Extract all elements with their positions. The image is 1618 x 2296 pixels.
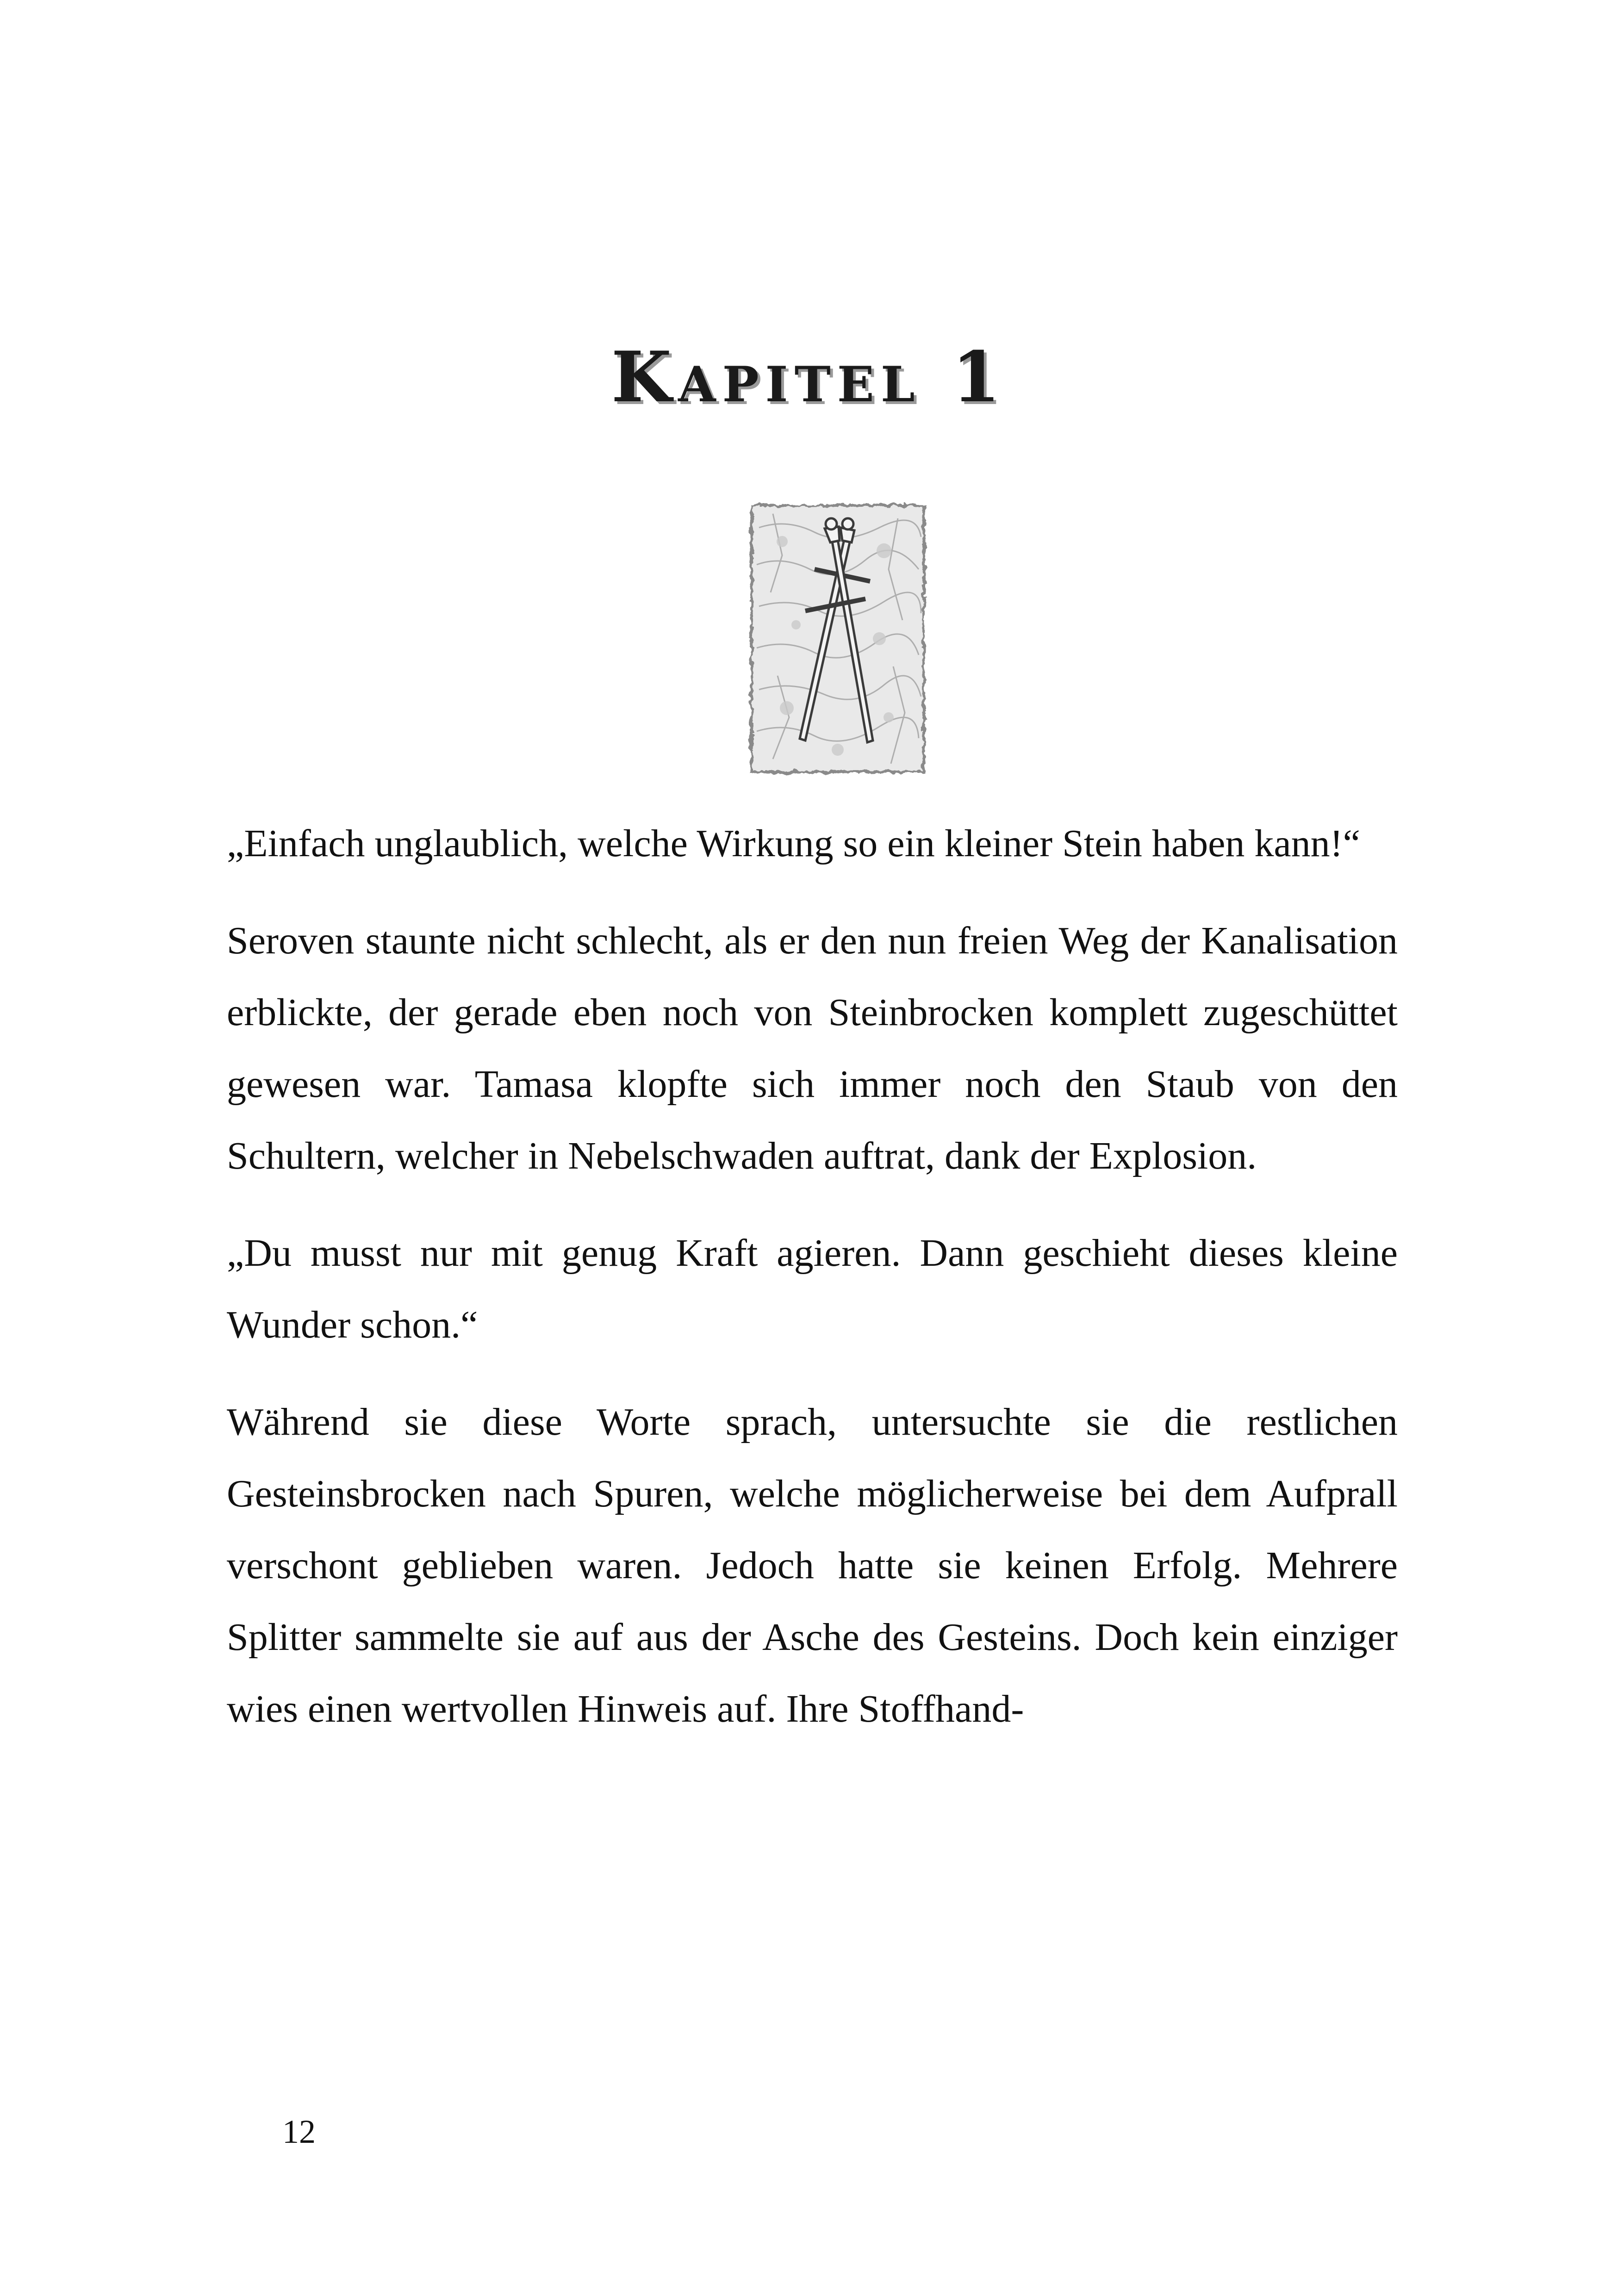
paragraph: Während sie diese Worte sprach, untersuchte sie die restlichen Gesteinsbrocken nach Spuren, welche möglicherweise bei dem Aufprall verschont geblieben waren. Jedoch hatte sie keinen Erfolg. Mehrere Splitter sammelte sie auf aus der Asche des Gesteins. Doch kein einziger wies einen wertvollen Hinweis auf. Ihre Stoffhand- [227,1400,1398,1730]
chapter-text [227,808,1398,1770]
paragraph: „Einfach unglaublich, welche Wirkung so ein kleiner Stein haben kann!“ [227,822,1360,865]
chapter-title: Kapitel 1 [611,336,1007,418]
page-number: 12 [282,2113,316,2150]
paragraph: „Du musst nur mit genug Kraft agieren. Dann geschieht dieses kleine Wunder schon.“ [227,1232,1398,1346]
paragraph: Seroven staunte nicht schlecht, als er den nun freien Weg der Kanalisation erblickte, der gerade eben noch von Steinbrocken komplett zugeschüttet gewesen war. Tamasa klopfte sich immer noch den Staub von den Schultern, welcher in Nebelschwaden auftrat, dank der Explosion. [227,919,1398,1177]
crossed-swords-on-stone-icon [745,500,930,778]
